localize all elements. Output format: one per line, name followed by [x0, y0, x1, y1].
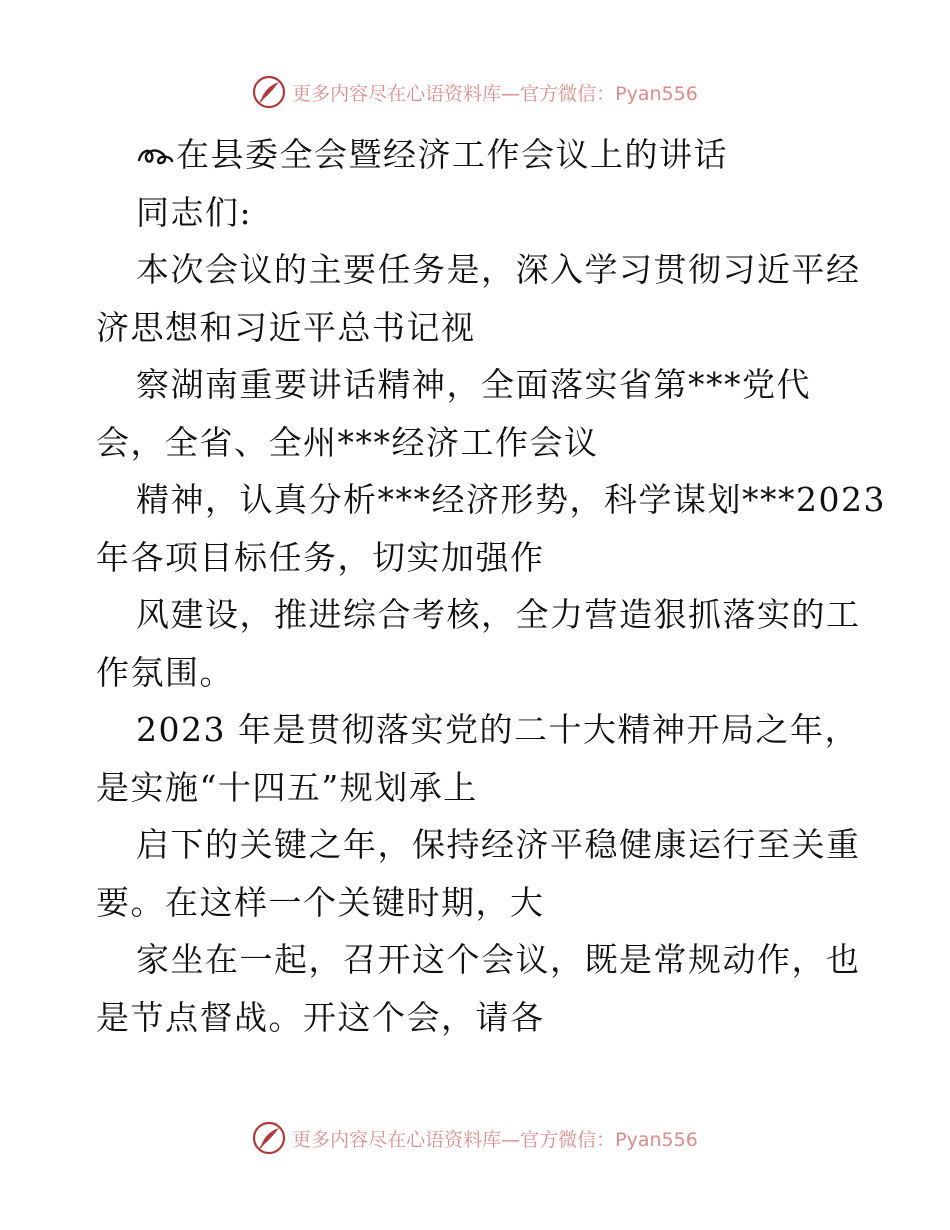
paragraph-line: 察湖南重要讲话精神，全面落实省第***党代	[136, 365, 811, 404]
watermark-text: 更多内容尽在心语资料库—官方微信：Pyan556	[292, 1128, 698, 1151]
watermark-footer	[0, 1118, 950, 1158]
watermark-text: 更多内容尽在心语资料库—官方微信：Pyan556	[292, 82, 698, 105]
paragraph-line: 启下的关键之年，保持经济平稳健康运行至关重	[136, 825, 861, 864]
paragraph-line: 作氛围。	[96, 652, 234, 692]
flourish-ornament-icon	[136, 142, 174, 168]
feather-pen-logo-icon	[252, 1121, 286, 1155]
paragraph-line: 要。在这样一个关键时期，大	[96, 882, 545, 922]
paragraph-line: 是实施“十四五”规划承上	[96, 767, 478, 807]
document-title: 在县委全会暨经济工作会议上的讲话	[176, 135, 728, 174]
feather-pen-logo-icon	[252, 75, 286, 109]
paragraph-line: 会，全省、全州***经济工作会议	[96, 422, 599, 462]
paragraph-line: 同志们:	[136, 192, 253, 232]
paragraph-line: 家坐在一起，召开这个会议，既是常规动作，也	[136, 940, 861, 979]
paragraph-line: 本次会议的主要任务是，深入学习贯彻习近平经	[136, 250, 861, 289]
paragraph-line: 是节点督战。开这个会，请各	[96, 997, 545, 1037]
document-title-row	[96, 126, 856, 184]
paragraph-line: 2023 年是贯彻落实党的二十大精神开局之年，	[136, 710, 859, 749]
paragraph-line: 精神，认真分析***经济形势，科学谋划***2023	[136, 480, 886, 519]
watermark-header	[0, 72, 950, 112]
document-body	[96, 126, 886, 1046]
paragraph-line: 年各项目标任务，切实加强作	[96, 537, 545, 577]
paragraph-line: 风建设，推进综合考核，全力营造狠抓落实的工	[136, 595, 861, 634]
paragraph-line: 济思想和习近平总书记视	[96, 307, 476, 347]
